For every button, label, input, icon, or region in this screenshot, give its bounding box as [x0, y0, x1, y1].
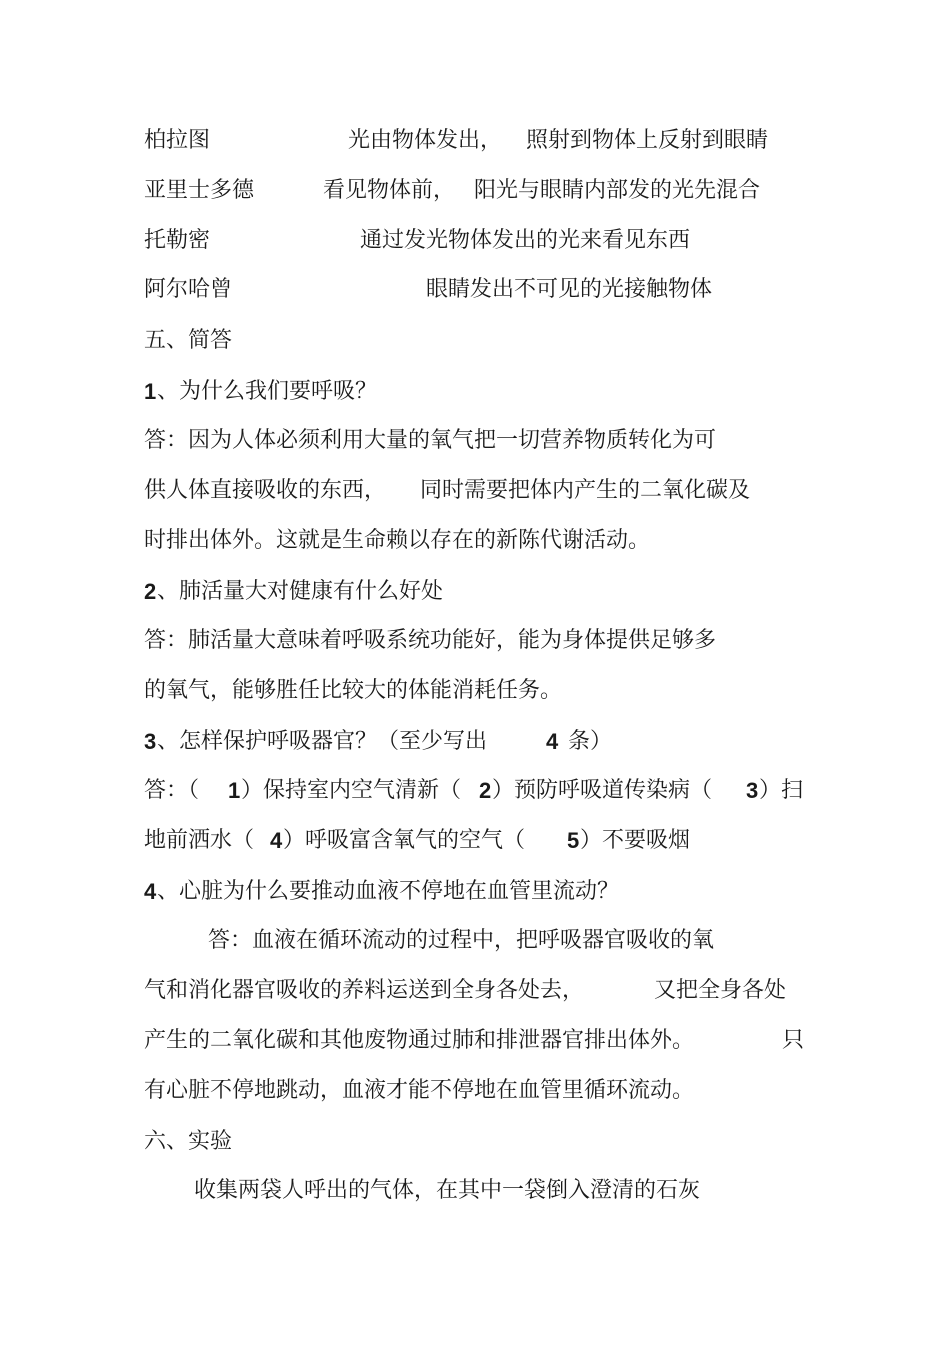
answer-1-line — [0, 424, 950, 458]
item-number: 1 — [228, 778, 241, 803]
section-heading — [0, 324, 950, 358]
answer-text: 答：血液在循环流动的过程中，把呼吸器官吸收的氧 — [208, 928, 715, 953]
answer-text: 产生的二氧化碳和其他废物通过肺和排泄器官排出体外。 — [144, 1028, 695, 1053]
item-number: 3 — [746, 778, 759, 803]
answer-text: 同时需要把体内产生的二氧化碳及 — [420, 478, 751, 503]
question-1 — [0, 375, 950, 409]
answer-text: 答：肺活量大意味着呼吸系统功能好，能为身体提供足够多 — [144, 628, 717, 653]
answer-4-line — [0, 974, 950, 1008]
answer-text: ）预防呼吸道传染病（ — [492, 778, 713, 803]
experiment-text: 收集两袋人呼出的气体，在其中一袋倒入澄清的石灰 — [194, 1178, 701, 1203]
scientist-view-continued: 照射到物体上反射到眼睛 — [526, 128, 769, 153]
question-3 — [0, 725, 950, 759]
section-heading-text: 五、简答 — [144, 328, 233, 353]
question-number: 2 — [144, 579, 157, 604]
answer-text: ）扫 — [759, 778, 804, 803]
answer-text: 的氧气，能够胜任比较大的体能消耗任务。 — [144, 678, 563, 703]
scientist-view: 通过发光物体发出的光来看见东西 — [360, 228, 691, 253]
view-row — [0, 273, 950, 307]
answer-3-line — [0, 824, 950, 858]
question-text: 、肺活量大对健康有什么好处 — [157, 579, 444, 604]
answer-1-line — [0, 474, 950, 508]
section-heading-text: 六、实验 — [144, 1129, 233, 1154]
answer-4-line — [0, 924, 950, 958]
scientist-name: 柏拉图 — [144, 128, 211, 153]
answer-text: 气和消化器官吸收的养料运送到全身各处去， — [144, 978, 585, 1003]
question-number-inline: 4 — [546, 729, 559, 754]
answer-2-line — [0, 624, 950, 658]
view-row — [0, 124, 950, 158]
experiment-line — [0, 1174, 950, 1208]
question-number: 4 — [144, 879, 157, 904]
question-4 — [0, 875, 950, 909]
answer-text: ）不要吸烟 — [580, 828, 691, 853]
view-row — [0, 174, 950, 208]
question-number: 1 — [144, 379, 157, 404]
answer-text: 答：（ — [144, 778, 200, 803]
answer-2-line — [0, 674, 950, 708]
scientist-view: 眼睛发出不可见的光接触物体 — [426, 277, 713, 302]
question-text: 、心脏为什么要推动血液不停地在血管里流动？ — [157, 879, 620, 904]
item-number: 4 — [270, 828, 283, 853]
answer-text: ）保持室内空气清新（ — [241, 778, 462, 803]
answer-3-line — [0, 774, 950, 808]
view-row — [0, 224, 950, 258]
answer-text: 答：因为人体必须利用大量的氧气把一切营养物质转化为可 — [144, 428, 717, 453]
answer-4-line — [0, 1074, 950, 1108]
scientist-name: 托勒密 — [144, 228, 211, 253]
answer-text: 只 — [782, 1028, 805, 1053]
answer-text: 有心脏不停地跳动，血液才能不停地在血管里循环流动。 — [144, 1078, 695, 1103]
answer-text: 又把全身各处 — [654, 978, 787, 1003]
answer-4-line — [0, 1024, 950, 1058]
question-2 — [0, 575, 950, 609]
question-text: 、为什么我们要呼吸？ — [157, 379, 378, 404]
scientist-view: 光由物体发出， — [348, 128, 503, 153]
answer-1-line — [0, 524, 950, 558]
item-number: 2 — [479, 778, 492, 803]
section-heading — [0, 1125, 950, 1159]
question-text: 、怎样保护呼吸器官？（至少写出 — [157, 729, 488, 754]
question-number: 3 — [144, 729, 157, 754]
question-text: 条） — [568, 729, 613, 754]
answer-text: ）呼吸富含氧气的空气（ — [283, 828, 526, 853]
scientist-name: 阿尔哈曾 — [144, 277, 233, 302]
item-number: 5 — [567, 828, 580, 853]
answer-text: 时排出体外。这就是生命赖以存在的新陈代谢活动。 — [144, 528, 651, 553]
scientist-name: 亚里士多德 — [144, 178, 255, 203]
scientist-view-continued: 阳光与眼睛内部发的光先混合 — [474, 178, 761, 203]
scientist-view: 看见物体前， — [323, 178, 456, 203]
answer-text: 供人体直接吸收的东西， — [144, 478, 387, 503]
answer-text: 地前洒水（ — [144, 828, 255, 853]
